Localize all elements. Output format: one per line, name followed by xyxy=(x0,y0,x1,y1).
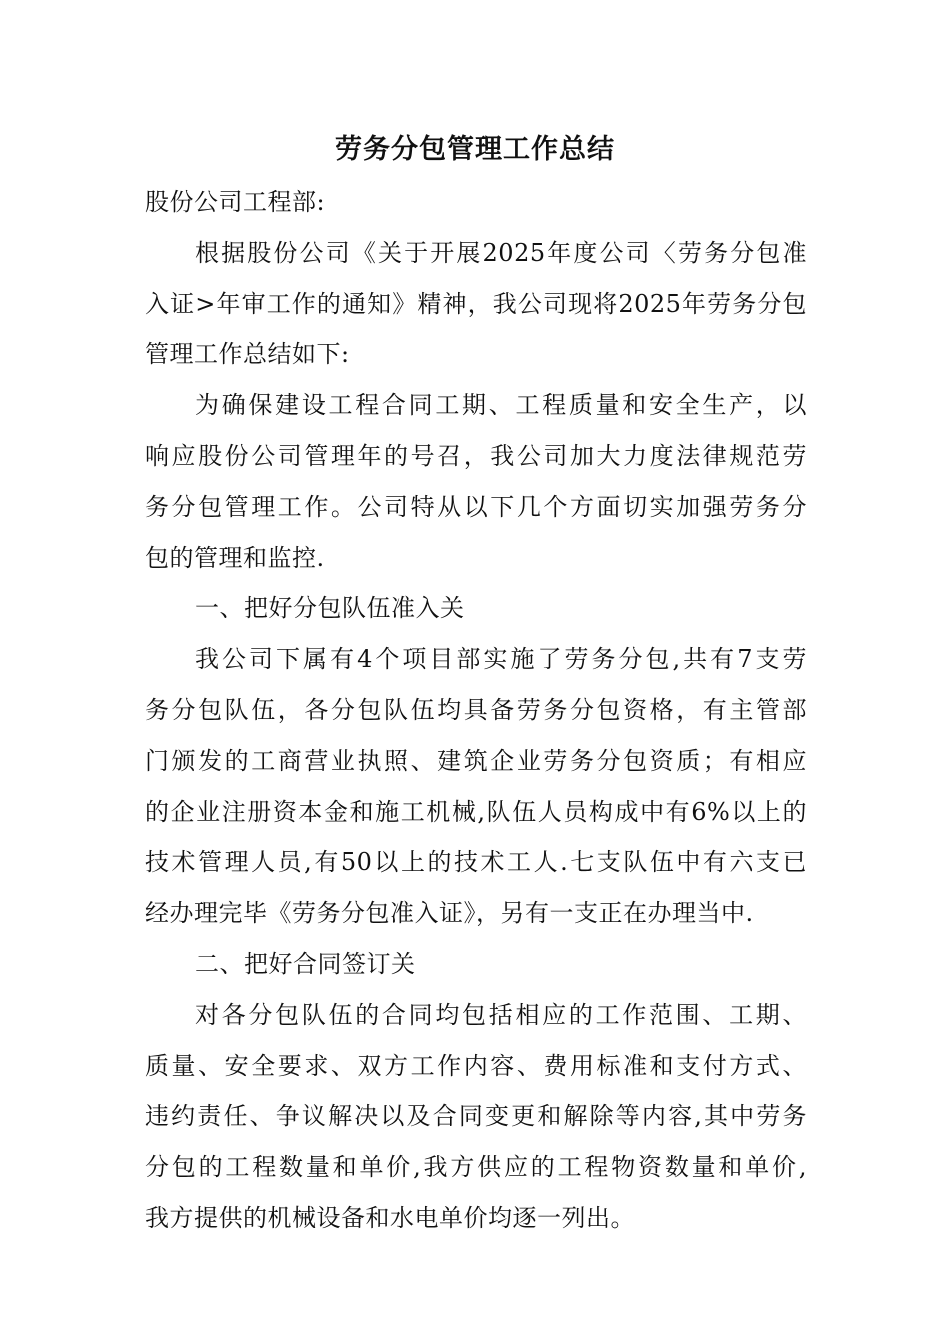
salutation-line: 股份公司工程部: xyxy=(145,188,326,216)
paragraph-line: 技术管理人员,有50以上的技术工人.七支队伍中有六支已 xyxy=(145,848,807,877)
paragraph-line: 我方提供的机械设备和水电单价均逐一列出。 xyxy=(145,1203,635,1232)
document-body xyxy=(145,177,807,1244)
paragraph-line: 根据股份公司《关于开展2025年度公司〈劳务分包准 xyxy=(195,238,807,267)
paragraph-line: 对各分包队伍的合同均包括相应的工作范围、工期、 xyxy=(195,1000,807,1029)
paragraph-line: 入证>年审工作的通知》精神，我公司现将2025年劳务分包 xyxy=(145,289,807,318)
paragraph-line: 管理工作总结如下: xyxy=(145,340,350,369)
paragraph-line: 包的管理和监控. xyxy=(145,543,325,572)
paragraph-line: 分包的工程数量和单价,我方供应的工程物资数量和单价, xyxy=(145,1153,807,1182)
document-title: 劳务分包管理工作总结 xyxy=(335,134,615,165)
paragraph-line: 为确保建设工程合同工期、工程质量和安全生产，以 xyxy=(195,391,807,420)
section-heading: 一、把好分包队伍准入关 xyxy=(195,594,465,623)
paragraph-line: 门颁发的工商营业执照、建筑企业劳务分包资质；有相应 xyxy=(145,746,807,775)
section-heading: 二、把好合同签订关 xyxy=(195,949,416,978)
paragraph-line: 我公司下属有4个项目部实施了劳务分包,共有7支劳 xyxy=(195,645,807,674)
paragraph-line: 经办理完毕《劳务分包准入证》，另有一支正在办理当中. xyxy=(145,899,754,928)
paragraph-line: 响应股份公司管理年的号召，我公司加大力度法律规范劳 xyxy=(145,441,807,470)
paragraph-line: 务分包队伍，各分包队伍均具备劳务分包资格，有主管部 xyxy=(145,695,807,724)
paragraph-line: 质量、安全要求、双方工作内容、费用标准和支付方式、 xyxy=(145,1051,807,1080)
paragraph-line: 的企业注册资本金和施工机械,队伍人员构成中有6%以上的 xyxy=(145,797,807,826)
paragraph-line: 务分包管理工作。公司特从以下几个方面切实加强劳务分 xyxy=(145,492,807,521)
paragraph-line: 违约责任、争议解决以及合同变更和解除等内容,其中劳务 xyxy=(145,1102,807,1131)
